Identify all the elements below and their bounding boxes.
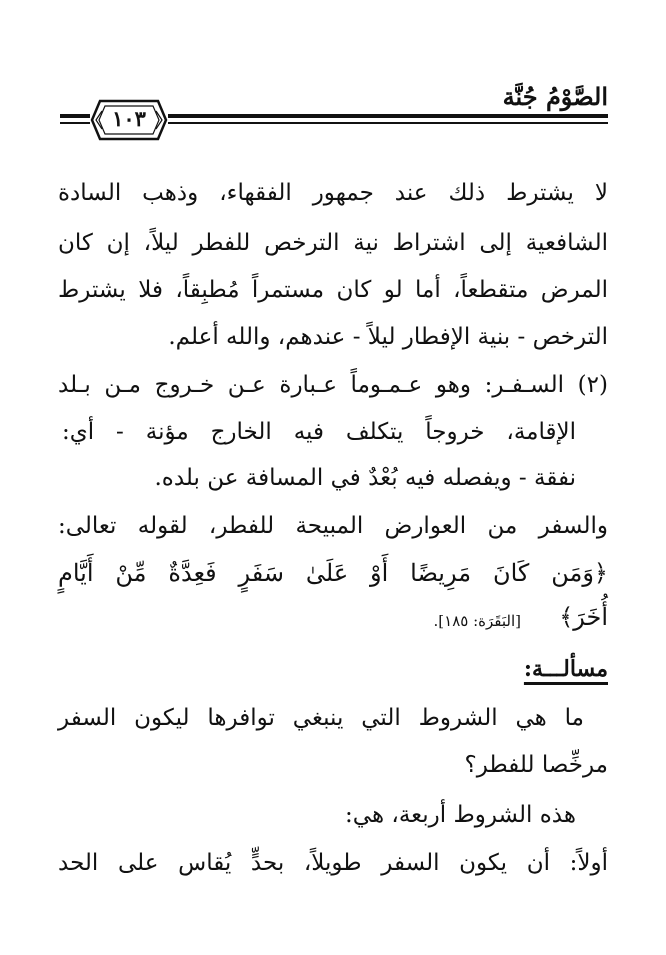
answer-intro: هذه الشروط أربعة، هي:	[345, 802, 576, 828]
quran-verse-line: ﴿وَمَن كَانَ مَرِيضًا أَوْ عَلَىٰ سَفَرٍ فَعِدَّةٌ مِّنْ أَيَّامٍ	[58, 559, 608, 587]
verse-reference: [البَقَرَة: ١٨٥].	[433, 612, 521, 630]
body-line: نفقة - ويفصله فيه بُعْدٌ في المسافة عن بلده.	[154, 465, 576, 491]
header-rule-right	[168, 114, 608, 128]
body-line: المرض متقطعاً، أما لو كان مستمراً مُطبِقاً، فلا يشترط	[58, 277, 608, 303]
body-line: والسفر من العوارض المبيحة للفطر، لقوله تعالى:	[58, 513, 608, 539]
body-line: أولاً: أن يكون السفر طويلاً، بحدٍّ يُقاس على الحد	[58, 850, 608, 876]
page-number: ١٠٣	[112, 106, 146, 131]
question-line: مرخِّصا للفطر؟	[464, 752, 608, 778]
body-line: الشافعية إلى اشتراط نية الترخص للفطر ليلاً، إن كان	[58, 230, 608, 256]
running-title: الصَّوْمُ جُنَّة	[502, 82, 608, 111]
header-rule-left	[60, 114, 90, 128]
question-line: ما هي الشروط التي ينبغي توافرها ليكون السفر	[58, 705, 584, 731]
page-number-badge	[90, 97, 168, 143]
body-line: لا يشترط ذلك عند جمهور الفقهاء، وذهب السادة	[58, 180, 608, 206]
body-line: الإقامة، خروجاً يتكلف فيه الخارج مؤنة - أي:	[62, 419, 576, 445]
body-line: الترخص - بنية الإفطار ليلاً - عندهم، والله أعلم.	[168, 324, 608, 350]
quran-verse-line: أُخَرَ﴾	[559, 603, 608, 631]
section-heading: مسألـــة:	[523, 656, 608, 682]
body-line: (٢) السـفـر: وهو عـمـوماً عـبارة عـن خـروج مـن بـلد	[58, 372, 608, 398]
